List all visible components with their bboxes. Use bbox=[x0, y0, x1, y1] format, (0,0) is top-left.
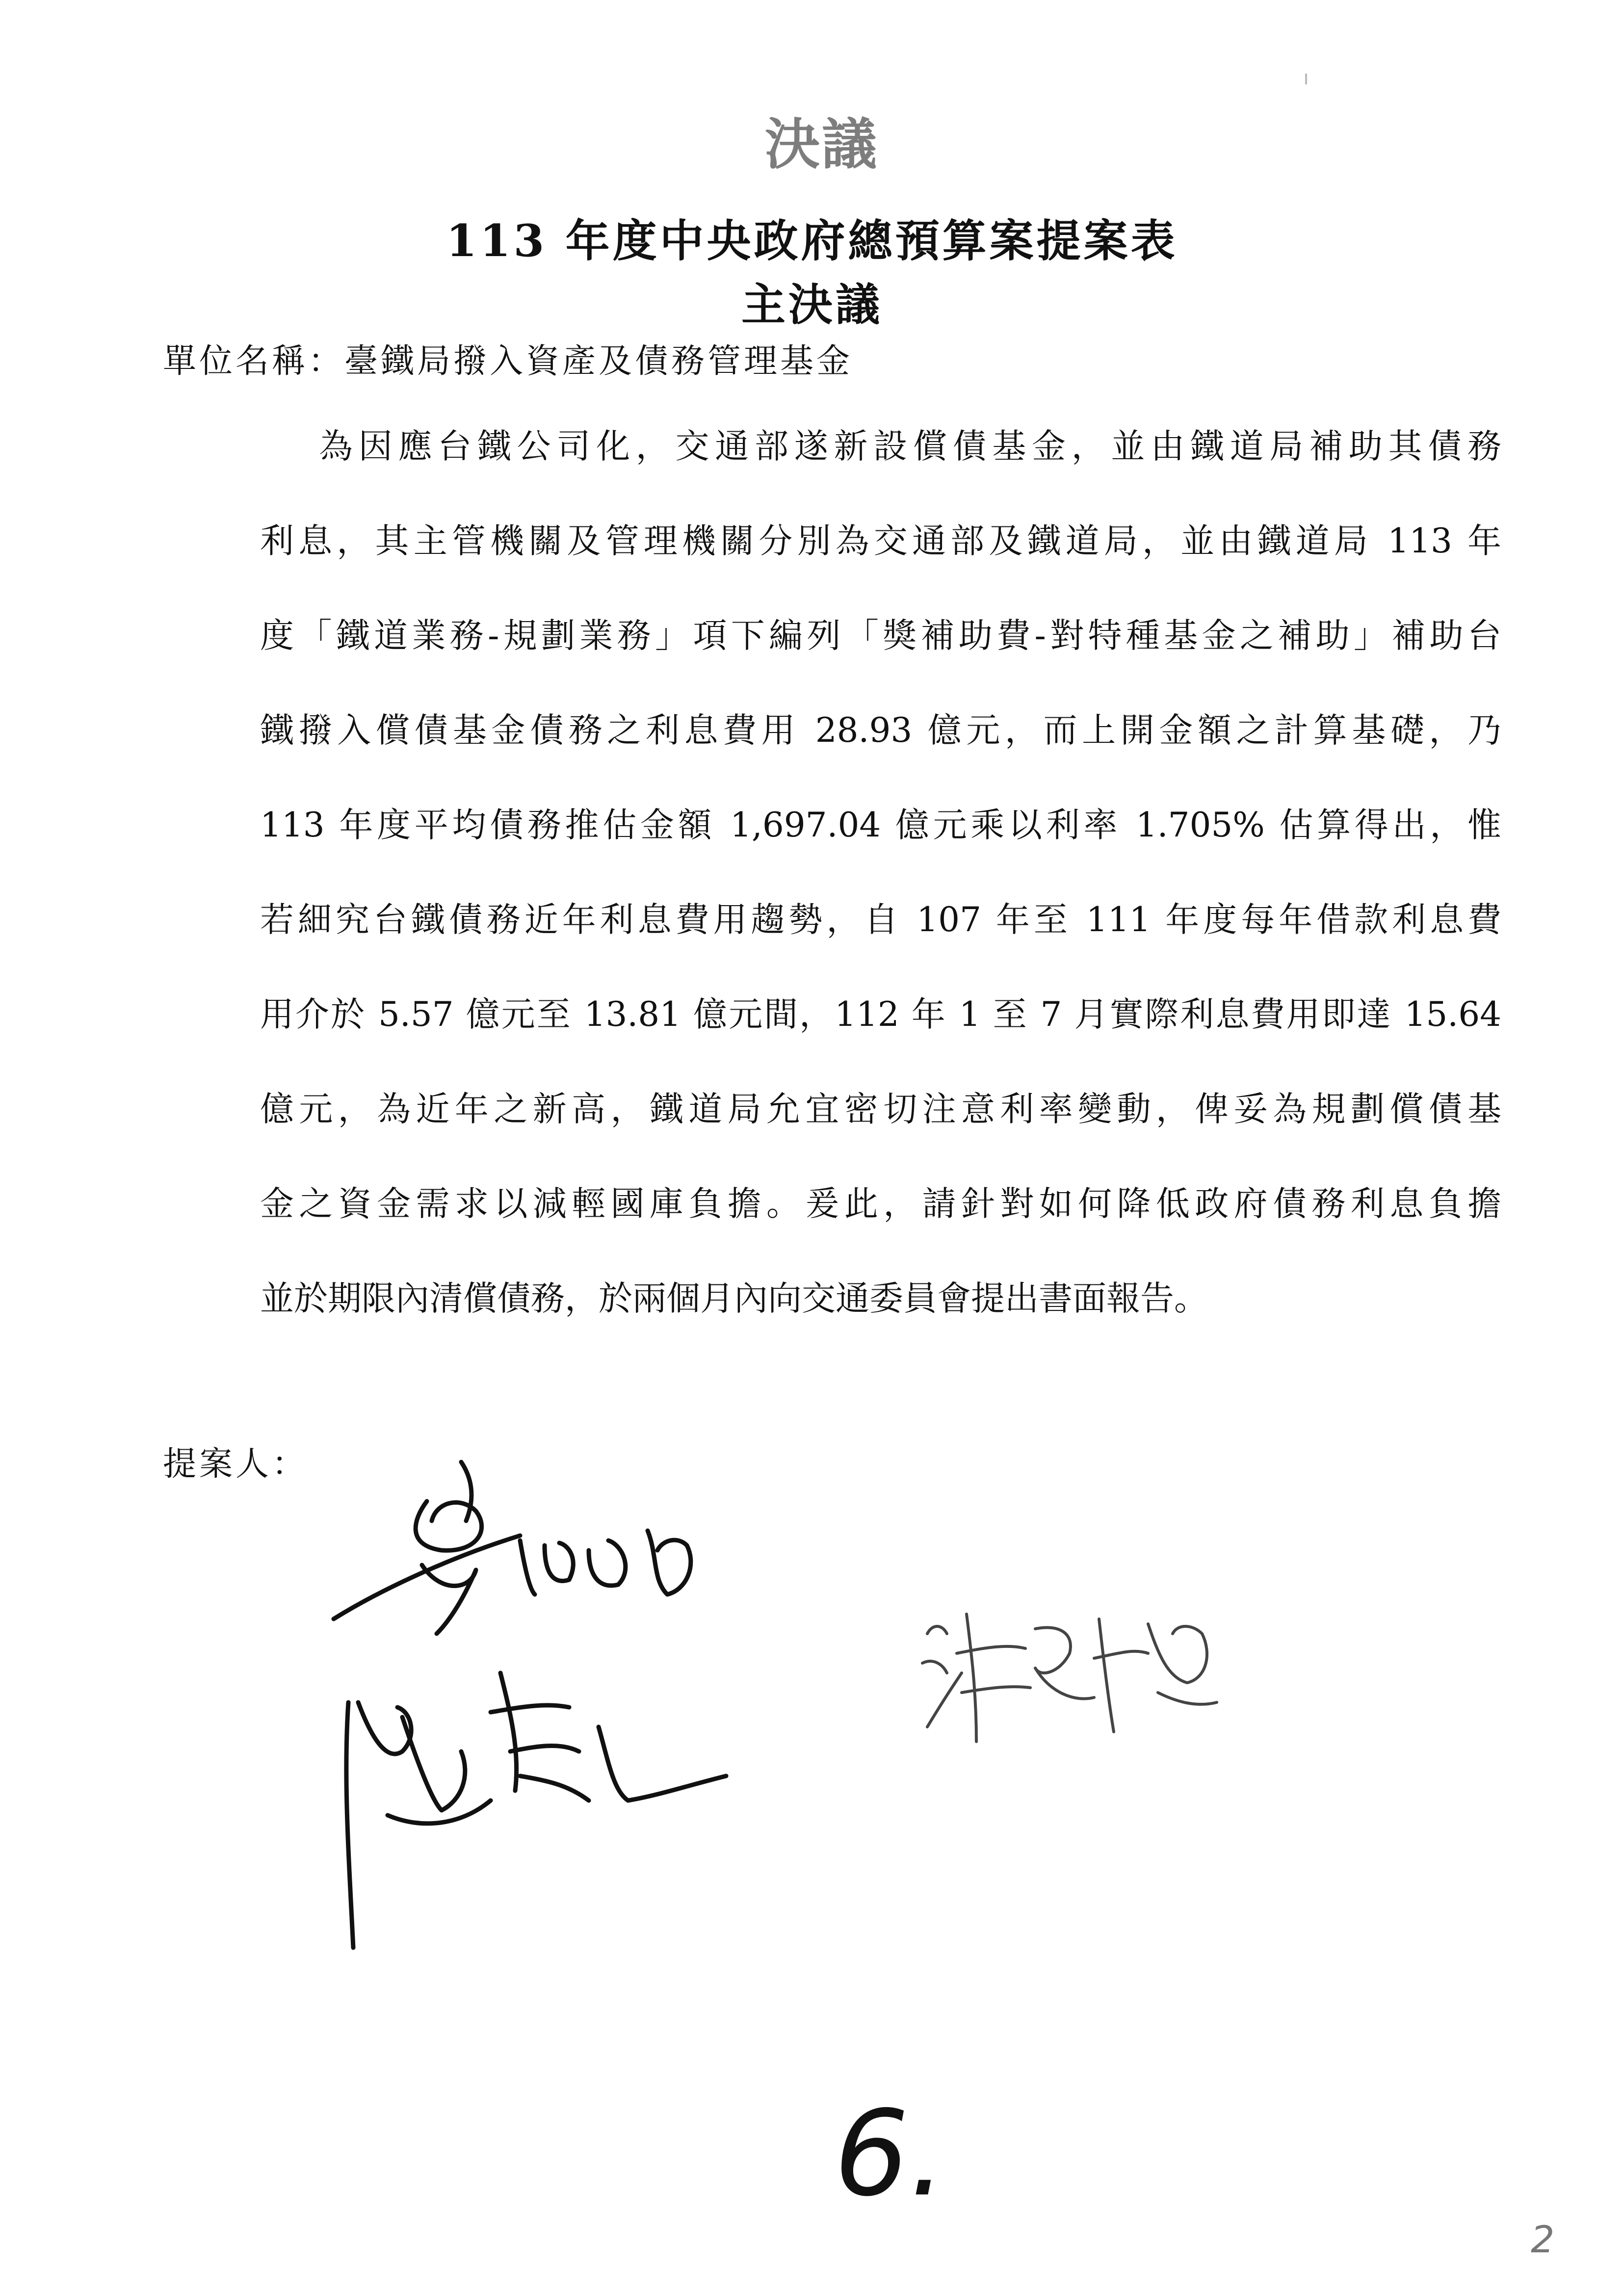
unit-name: 單位名稱：臺鐵局撥入資產及債務管理基金 bbox=[163, 342, 853, 381]
corner-page-mark: 2 bbox=[1531, 2218, 1555, 2261]
body-line: 鐵撥入償債基金債務之利息費用 28.93 億元，而上開金額之計算基礎，乃 bbox=[260, 711, 1501, 750]
proposer-label: 提案人： bbox=[163, 1445, 309, 1484]
document-subtitle: 主決議 bbox=[741, 279, 883, 331]
resolution-stamp: 決議 bbox=[765, 112, 879, 177]
body-line: 為因應台鐵公司化，交通部遂新設償債基金，並由鐵道局補助其債務 bbox=[319, 427, 1501, 466]
body-line: 度「鐵道業務-規劃業務」項下編列「獎補助費-對特種基金之補助」補助台 bbox=[260, 616, 1501, 655]
body-line: 利息，其主管機關及管理機關分別為交通部及鐵道局，並由鐵道局 113 年 bbox=[260, 522, 1501, 561]
body-line: 若細究台鐵債務近年利息費用趨勢，自 107 年至 111 年度每年借款利息費 bbox=[260, 900, 1501, 939]
body-line: 金之資金需求以減輕國庫負擔。爰此，請針對如何降低政府債務利息負擔 bbox=[260, 1184, 1501, 1224]
signature-2 bbox=[314, 1653, 756, 1967]
signature-1 bbox=[314, 1447, 731, 1653]
handwritten-page-number: 6. bbox=[834, 2085, 946, 2222]
signature-3 bbox=[913, 1594, 1227, 1756]
proposal-body bbox=[260, 422, 1501, 1369]
body-line: 用介於 5.57 億元至 13.81 億元間，112 年 1 至 7 月實際利息費用即達 15.64 bbox=[260, 995, 1501, 1034]
document-title: 113 年度中央政府總預算案提案表 bbox=[446, 215, 1178, 267]
body-line: 113 年度平均債務推估金額 1,697.04 億元乘以利率 1.705% 估算得出，惟 bbox=[260, 806, 1501, 845]
body-line: 並於期限內清償債務，於兩個月內向交通委員會提出書面報告。 bbox=[260, 1279, 1208, 1318]
scan-speck bbox=[1305, 74, 1307, 84]
body-line: 億元，為近年之新高，鐵道局允宜密切注意利率變動，俾妥為規劃償債基 bbox=[260, 1090, 1501, 1129]
